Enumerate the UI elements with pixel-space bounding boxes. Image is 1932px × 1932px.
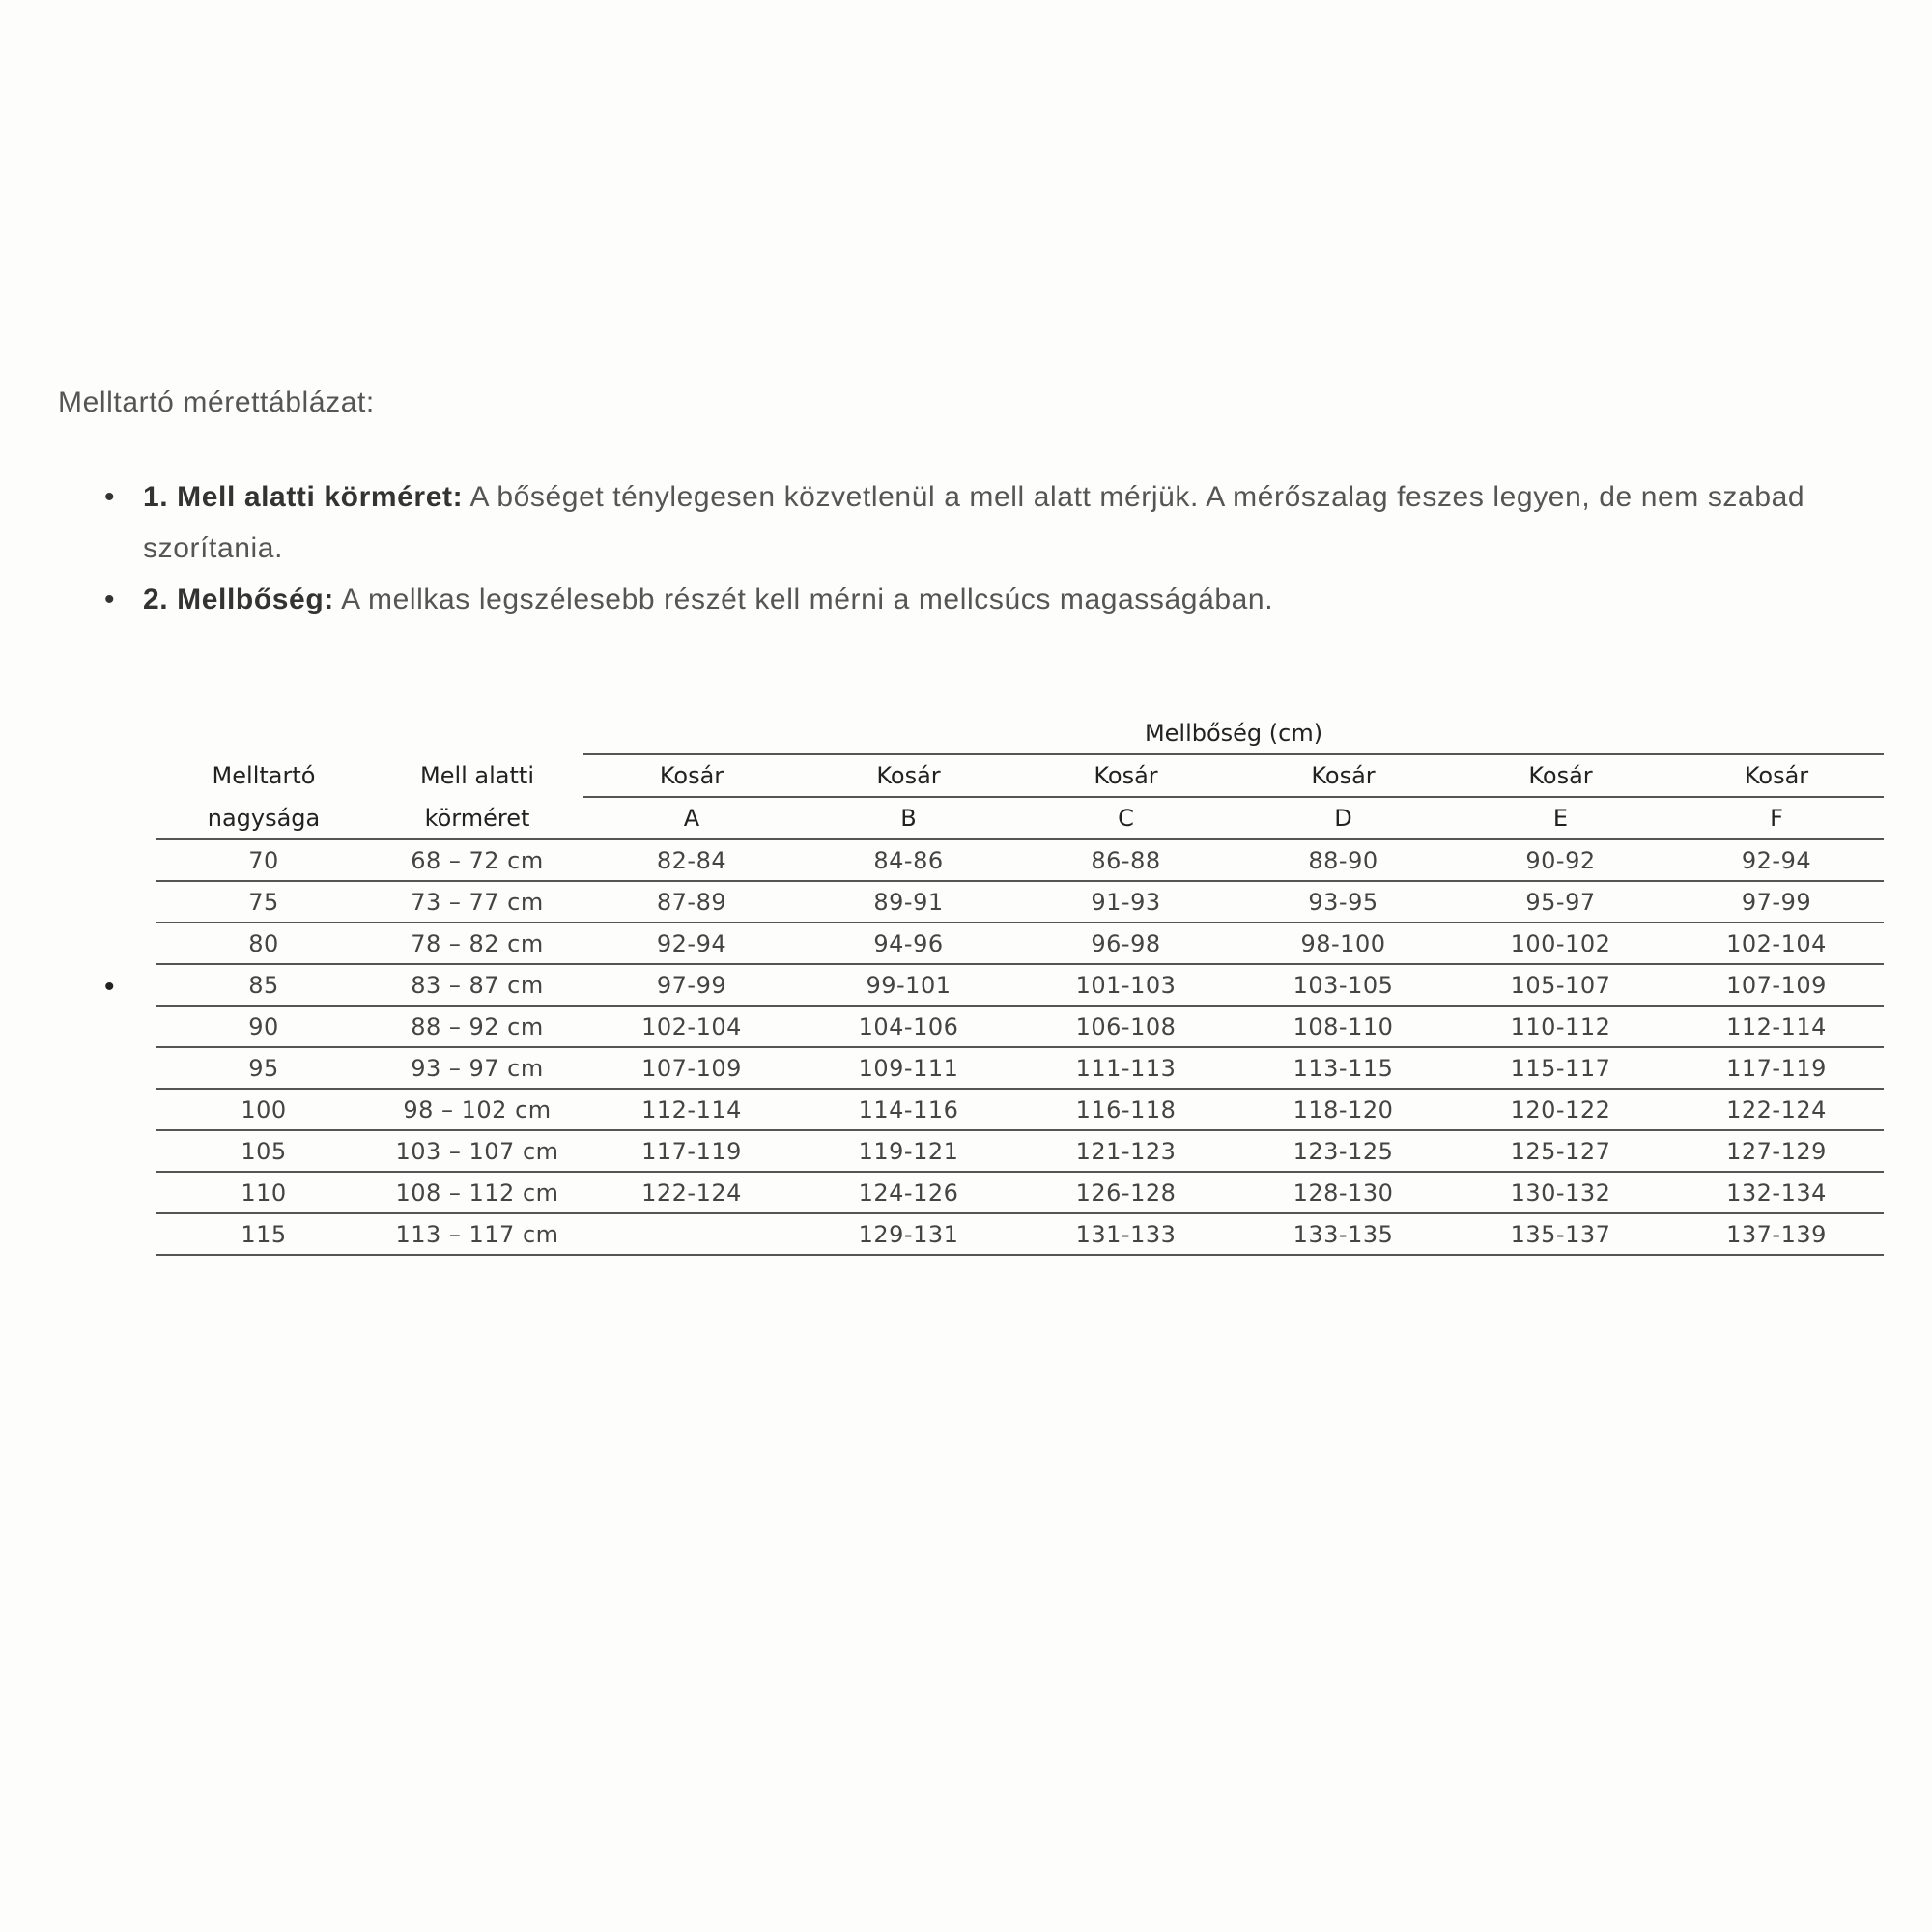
underbust-cell: 113 – 117 cm	[371, 1213, 583, 1255]
cup-header: Kosár	[583, 754, 800, 797]
bust-range-cell: 114-116	[800, 1089, 1017, 1130]
table-row	[156, 964, 1884, 1006]
table-body	[156, 839, 1884, 1255]
table-row	[156, 1172, 1884, 1213]
bust-range-cell: 94-96	[800, 923, 1017, 964]
measurement-instructions-list	[104, 471, 1911, 625]
bust-range-cell: 109-111	[800, 1047, 1017, 1089]
table-row	[156, 1213, 1884, 1255]
table-row	[156, 1006, 1884, 1047]
band-size-cell: 90	[156, 1006, 371, 1047]
bust-range-cell: 98-100	[1235, 923, 1452, 964]
band-size-cell: 100	[156, 1089, 371, 1130]
instruction-title: 2. Mellbőség:	[143, 583, 334, 615]
bust-range-cell: 99-101	[800, 964, 1017, 1006]
cup-header: Kosár	[1235, 754, 1452, 797]
bust-range-cell: 106-108	[1017, 1006, 1235, 1047]
cup-letter: F	[1669, 797, 1884, 839]
bust-range-cell: 95-97	[1452, 881, 1669, 923]
band-size-cell: 85	[156, 964, 371, 1006]
bust-range-cell: 86-88	[1017, 839, 1235, 881]
instruction-title: 1. Mell alatti körméret:	[143, 481, 464, 513]
cup-letter: B	[800, 797, 1017, 839]
bust-range-cell: 117-119	[1669, 1047, 1884, 1089]
bust-range-cell: 122-124	[1669, 1089, 1884, 1130]
bust-range-cell: 82-84	[583, 839, 800, 881]
bust-range-cell: 105-107	[1452, 964, 1669, 1006]
bust-range-cell: 122-124	[583, 1172, 800, 1213]
band-size-cell: 115	[156, 1213, 371, 1255]
bust-range-cell: 111-113	[1017, 1047, 1235, 1089]
cup-header: Kosár	[1017, 754, 1235, 797]
bust-range-cell: 108-110	[1235, 1006, 1452, 1047]
bust-range-cell: 89-91	[800, 881, 1017, 923]
bust-range-cell: 124-126	[800, 1172, 1017, 1213]
bust-range-cell: 107-109	[583, 1047, 800, 1089]
bust-range-cell: 120-122	[1452, 1089, 1669, 1130]
cup-letter: D	[1235, 797, 1452, 839]
bust-range-cell: 88-90	[1235, 839, 1452, 881]
band-size-cell: 105	[156, 1130, 371, 1172]
cup-header: Kosár	[800, 754, 1017, 797]
bust-range-cell: 128-130	[1235, 1172, 1452, 1213]
bust-range-cell: 84-86	[800, 839, 1017, 881]
instruction-text: A mellkas legszélesebb részét kell mérni a mellcsúcs magasságában.	[333, 583, 1274, 615]
bust-range-cell: 123-125	[1235, 1130, 1452, 1172]
bust-range-cell: 116-118	[1017, 1089, 1235, 1130]
bust-range-cell: 100-102	[1452, 923, 1669, 964]
table-row	[156, 1130, 1884, 1172]
underbust-header: Mell alatti	[419, 762, 534, 789]
bust-range-cell: 121-123	[1017, 1130, 1235, 1172]
band-size-cell: 70	[156, 839, 371, 881]
bust-range-cell: 117-119	[583, 1130, 800, 1172]
underbust-cell: 108 – 112 cm	[371, 1172, 583, 1213]
bust-range-cell: 112-114	[1669, 1006, 1884, 1047]
bust-range-cell: 133-135	[1235, 1213, 1452, 1255]
bust-range-cell: 113-115	[1235, 1047, 1452, 1089]
bust-range-cell: 104-106	[800, 1006, 1017, 1047]
band-size-cell: 80	[156, 923, 371, 964]
bust-range-cell: 112-114	[583, 1089, 800, 1130]
instruction-text: A bőséget ténylegesen közvetlenül a mell alatt mérjük. A mérőszalag feszes legyen, de nem szabad szorítania.	[143, 481, 1805, 564]
bust-range-cell: 126-128	[1017, 1172, 1235, 1213]
bullet-dot-icon: •	[104, 971, 115, 1003]
page-intro-text: Melltartó mérettáblázat:	[58, 386, 375, 418]
bra-size-table	[156, 713, 1884, 1256]
underbust-cell: 68 – 72 cm	[371, 839, 583, 881]
bust-range-cell: 135-137	[1452, 1213, 1669, 1255]
table-row	[156, 1089, 1884, 1130]
bullet-dot-icon: •	[104, 583, 116, 615]
underbust-cell: 78 – 82 cm	[371, 923, 583, 964]
underbust-cell: 98 – 102 cm	[371, 1089, 583, 1130]
bust-range-cell: 132-134	[1669, 1172, 1884, 1213]
bust-range-cell: 101-103	[1017, 964, 1235, 1006]
underbust-cell: 88 – 92 cm	[371, 1006, 583, 1047]
bust-range-cell: 115-117	[1452, 1047, 1669, 1089]
bust-range-cell	[583, 1213, 800, 1255]
cup-header: Kosár	[1452, 754, 1669, 797]
bust-range-cell: 91-93	[1017, 881, 1235, 923]
band-size-cell: 75	[156, 881, 371, 923]
bust-range-cell: 119-121	[800, 1130, 1017, 1172]
bust-range-cell: 110-112	[1452, 1006, 1669, 1047]
bust-range-cell: 118-120	[1235, 1089, 1452, 1130]
bust-range-cell: 131-133	[1017, 1213, 1235, 1255]
list-item	[104, 471, 1911, 574]
cup-letter: E	[1452, 797, 1669, 839]
underbust-cell: 73 – 77 cm	[371, 881, 583, 923]
bust-range-cell: 102-104	[583, 1006, 800, 1047]
cup-letter: A	[583, 797, 800, 839]
underbust-cell: 93 – 97 cm	[371, 1047, 583, 1089]
table-row	[156, 839, 1884, 881]
bust-range-cell: 90-92	[1452, 839, 1669, 881]
bust-range-cell: 87-89	[583, 881, 800, 923]
bullet-dot-icon: •	[104, 481, 116, 513]
bust-range-cell: 92-94	[1669, 839, 1884, 881]
table-row	[156, 923, 1884, 964]
table-row	[156, 1047, 1884, 1089]
bust-range-cell: 103-105	[1235, 964, 1452, 1006]
bust-range-cell: 93-95	[1235, 881, 1452, 923]
bust-range-cell: 96-98	[1017, 923, 1235, 964]
bust-range-cell: 127-129	[1669, 1130, 1884, 1172]
bust-range-cell: 129-131	[800, 1213, 1017, 1255]
table-row	[156, 881, 1884, 923]
cup-header: Kosár	[1669, 754, 1884, 797]
list-item	[104, 574, 1911, 625]
bust-range-cell: 137-139	[1669, 1213, 1884, 1255]
cup-letter: C	[1017, 797, 1235, 839]
bust-range-cell: 102-104	[1669, 923, 1884, 964]
underbust-cell: 83 – 87 cm	[371, 964, 583, 1006]
bust-range-cell: 97-99	[583, 964, 800, 1006]
bust-header: Mellbőség (cm)	[583, 713, 1884, 754]
bust-range-cell: 97-99	[1669, 881, 1884, 923]
band-size-cell: 95	[156, 1047, 371, 1089]
bust-range-cell: 92-94	[583, 923, 800, 964]
underbust-cell: 103 – 107 cm	[371, 1130, 583, 1172]
bust-range-cell: 107-109	[1669, 964, 1884, 1006]
bust-range-cell: 130-132	[1452, 1172, 1669, 1213]
band-size-cell: 110	[156, 1172, 371, 1213]
bust-range-cell: 125-127	[1452, 1130, 1669, 1172]
underbust-header: körméret	[371, 797, 583, 839]
band-size-header: Melltartó	[212, 762, 316, 789]
band-size-header: nagysága	[156, 797, 371, 839]
